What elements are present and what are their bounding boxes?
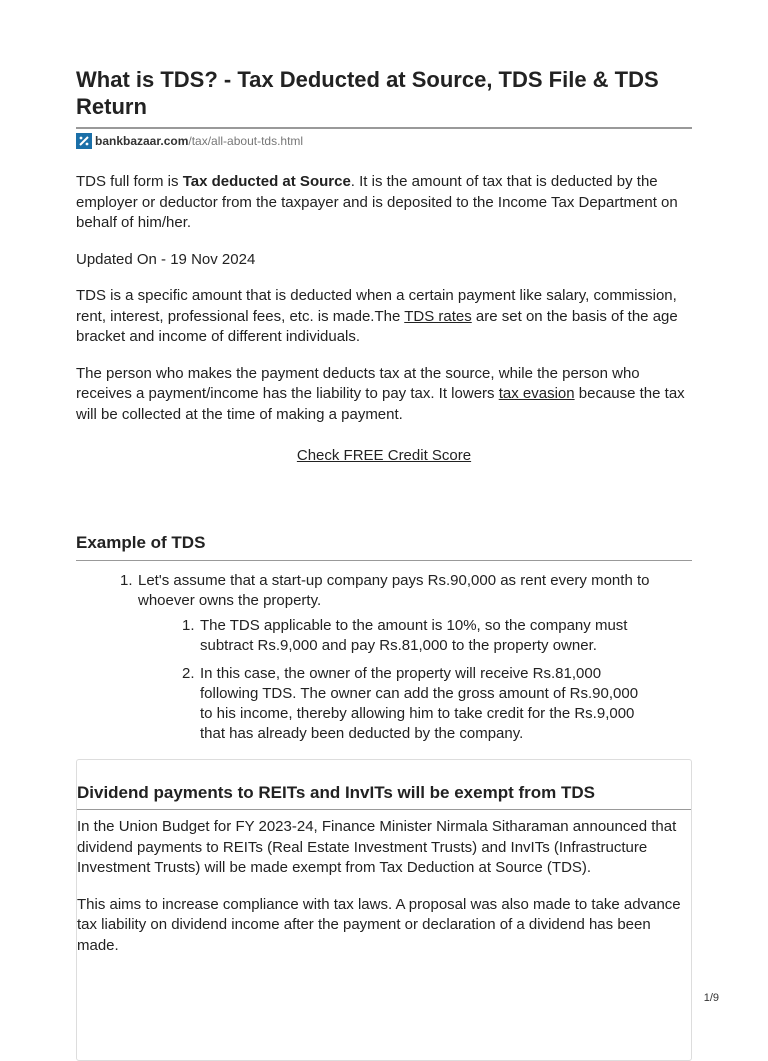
sub-list-item: [76, 616, 692, 656]
document-page: [76, 0, 692, 744]
list-item: [76, 571, 692, 611]
source-path[interactable]: /tax/all-about-tds.html: [188, 134, 304, 148]
page-number: 1/9: [703, 992, 719, 1004]
intro-text: TDS full form is: [76, 173, 183, 190]
example-divider: [76, 560, 692, 561]
sub-list-item-text: In this case, the owner of the property will receive Rs.81,000 following TDS. The owner can add the gross amount of Rs.90,000 to his income, thereby allowing him to take credit for the Rs.9,000 that has already been deducted by the company.: [200, 665, 639, 742]
paragraph-text-rest: because the tax will be collected at the time of making a payment.: [76, 385, 685, 423]
example-sublist: [76, 616, 692, 744]
paragraph-tax-evasion: [76, 364, 692, 426]
tds-rates-link[interactable]: TDS rates: [404, 307, 472, 325]
paragraph-tds-definition: [76, 286, 692, 348]
box-paragraph: This aims to increase compliance with tax laws. A proposal was also made to take advance tax liability on dividend income after the payment or declaration of a dividend has been made.: [77, 895, 681, 954]
paragraph-text: TDS is a specific amount that is deducted when a certain payment like salary, commission, rent, interest, professional fees, etc. is made.The: [76, 287, 677, 325]
sub-list-item: [76, 664, 692, 744]
check-credit-score-link[interactable]: Check FREE Credit Score: [296, 447, 472, 464]
list-number: 1.: [182, 617, 195, 634]
box-heading: Dividend payments to REITs and InvITs will be exempt from TDS: [77, 783, 595, 802]
source-url[interactable]: [76, 132, 692, 150]
bankbazaar-favicon-icon: [76, 133, 92, 149]
paragraph-text: The person who makes the payment deducts tax at the source, while the person who receives a payment/income has the liability to pay tax. It lowers: [76, 364, 640, 402]
page-title: What is TDS? - Tax Deducted at Source, TDS File & TDS Return: [76, 67, 659, 119]
intro-paragraph: [76, 172, 692, 234]
title-divider: [76, 127, 692, 129]
box-divider: [77, 809, 691, 810]
example-list: [76, 571, 692, 611]
updated-date: Updated On - 19 Nov 2024: [76, 250, 256, 268]
sub-list-item-text: The TDS applicable to the amount is 10%, so the company must subtract Rs.9,000 and pay Rs.81,000 to the property owner.: [200, 617, 628, 654]
list-number: 1.: [120, 572, 133, 589]
box-paragraph: In the Union Budget for FY 2023-24, Finance Minister Nirmala Sitharaman announced that dividend payments to REITs (Real Estate Investment Trusts) and InvITs (Infrastructure Investment Trusts) will be made exempt from Tax Deduction at Source (TDS).: [77, 818, 677, 876]
tax-evasion-link[interactable]: tax evasion: [498, 385, 575, 402]
credit-score-cta: [76, 446, 692, 466]
list-number: 2.: [182, 665, 195, 682]
source-domain[interactable]: bankbazaar.com: [95, 134, 189, 148]
paragraph-text-rest: are set on the basis of the age bracket and income of different individuals.: [76, 307, 678, 345]
dividend-info-box: [76, 759, 692, 1061]
example-heading: Example of TDS: [76, 533, 206, 552]
intro-text-rest: . It is the amount of tax that is deducted by the employer or deductor from the taxpayer and is deposited to the Income Tax Department on behalf of him/her.: [76, 173, 678, 231]
list-item-text: Let's assume that a start-up company pays Rs.90,000 as rent every month to whoever owns the property.: [138, 572, 650, 609]
intro-bold-term: Tax deducted at Source: [182, 173, 351, 190]
